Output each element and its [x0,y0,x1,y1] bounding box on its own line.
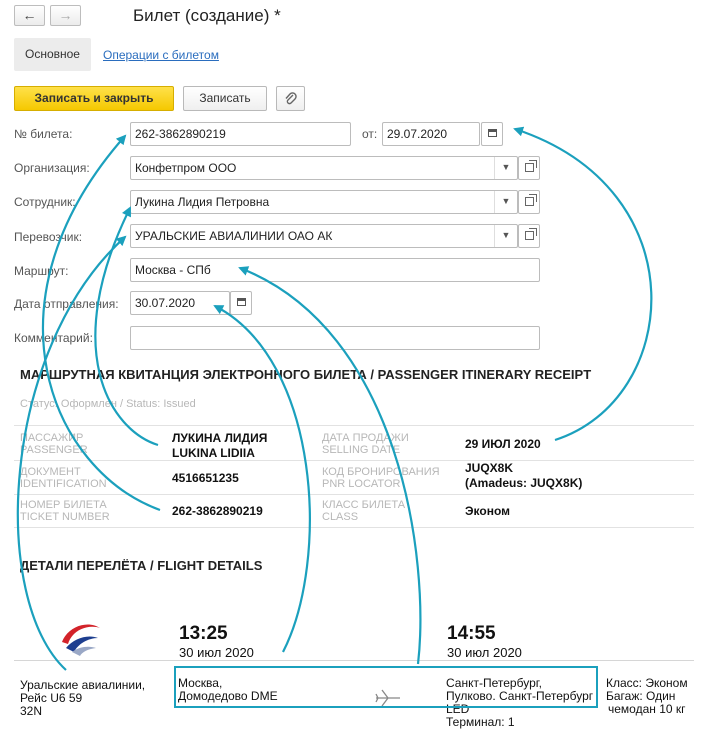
airline-logo [58,616,104,656]
passenger-value: ЛУКИНА ЛИДИЯ LUKINA LIDIIA [172,431,268,460]
chevron-down-icon[interactable]: ▼ [494,157,517,179]
pnr-value: JUQX8K (Amadeus: JUQX8K) [465,461,583,490]
ticket-number-label: № билета: [14,127,73,141]
save-and-close-button[interactable]: Записать и закрыть [14,86,174,111]
receipt-status: Статус: Оформлен / Status: Issued [20,398,196,410]
divider [14,660,694,661]
employee-open-button[interactable] [518,190,540,214]
arrival-airport: Санкт-Петербург, Пулково. Санкт-Петербург LED Терминал: 1 [446,676,594,729]
paperclip-icon [284,91,298,107]
employee-label: Сотрудник: [14,195,76,209]
passenger-label: ПАССАЖИР PASSENGER [20,432,88,456]
date-from-label: от: [362,127,378,141]
departure-date: 30 июл 2020 [179,645,254,660]
organization-field[interactable] [130,156,518,180]
selling-date-label: ДАТА ПРОДАЖИ SELLING DATE [322,432,409,456]
airline-info: Уральские авиалинии, Рейс U6 59 32N [20,678,146,718]
back-button[interactable] [14,5,45,26]
arrow-right-icon: → [58,7,73,23]
employee-field[interactable] [130,190,518,214]
carrier-label: Перевозчик: [14,230,83,244]
carrier-field[interactable] [130,224,518,248]
document-value: 4516651235 [172,471,239,485]
departure-date-label: Дата отправления: [14,297,119,311]
calendar-icon [237,298,246,306]
attach-button[interactable] [276,86,305,111]
route-label: Маршрут: [14,264,69,278]
comment-label: Комментарий: [14,331,93,345]
arrow-left-icon: ← [22,7,37,23]
organization-open-button[interactable] [518,156,540,180]
selling-date-value: 29 ИЮЛ 2020 [465,437,541,451]
date-from-field[interactable]: 29.07.2020 [382,122,480,146]
departure-date-calendar-button[interactable] [230,291,252,315]
open-icon [525,231,534,240]
carrier-open-button[interactable] [518,224,540,248]
route-highlight-frame [174,666,598,708]
ticket-number-receipt-label: НОМЕР БИЛЕТА TICKET NUMBER [20,499,110,523]
calendar-icon [488,129,497,137]
forward-button[interactable] [50,5,81,26]
flight-details-title: ДЕТАЛИ ПЕРЕЛЁТА / FLIGHT DETAILS [20,558,263,573]
divider [14,425,694,426]
tab-main[interactable]: Основное [14,38,91,71]
departure-time: 13:25 [179,623,228,644]
class-baggage-info: Класс: Эконом Багаж: Один чемодан 10 кг [606,676,688,716]
open-icon [525,163,534,172]
receipt-title: МАРШРУТНАЯ КВИТАНЦИЯ ЭЛЕКТРОННОГО БИЛЕТА / PASSENGER ITINERARY RECEIPT [20,367,592,382]
ticket-number-receipt-value: 262-3862890219 [172,504,263,518]
divider [14,460,694,461]
document-label: ДОКУМЕНТ IDENTIFICATION [20,466,107,490]
departure-date-field[interactable]: 30.07.2020 [130,291,230,315]
page-title: Билет (создание) * [133,6,281,25]
chevron-down-icon[interactable]: ▼ [494,225,517,247]
tab-ticket-operations[interactable]: Операции с билетом [103,48,219,62]
ticket-number-field[interactable]: 262-3862890219 [130,122,351,146]
organization-value: Конфетпром ООО [135,161,237,175]
carrier-value: УРАЛЬСКИЕ АВИАЛИНИИ ОАО АК [135,229,333,243]
ticket-class-label: КЛАСС БИЛЕТА CLASS [322,499,406,523]
comment-field[interactable] [130,326,540,350]
organization-label: Организация: [14,161,90,175]
arrival-date: 30 июл 2020 [447,645,522,660]
route-field[interactable]: Москва - СПб [130,258,540,282]
departure-airport: Москва, Домодедово DME [178,676,278,703]
chevron-down-icon[interactable]: ▼ [494,191,517,213]
employee-value: Лукина Лидия Петровна [135,195,270,209]
ticket-class-value: Эконом [465,504,511,518]
date-from-calendar-button[interactable] [481,122,503,146]
arrival-time: 14:55 [447,623,496,644]
divider [14,527,694,528]
pnr-label: КОД БРОНИРОВАНИЯ PNR LOCATOR [322,466,440,490]
save-button[interactable]: Записать [183,86,267,111]
divider [14,494,694,495]
open-icon [525,197,534,206]
